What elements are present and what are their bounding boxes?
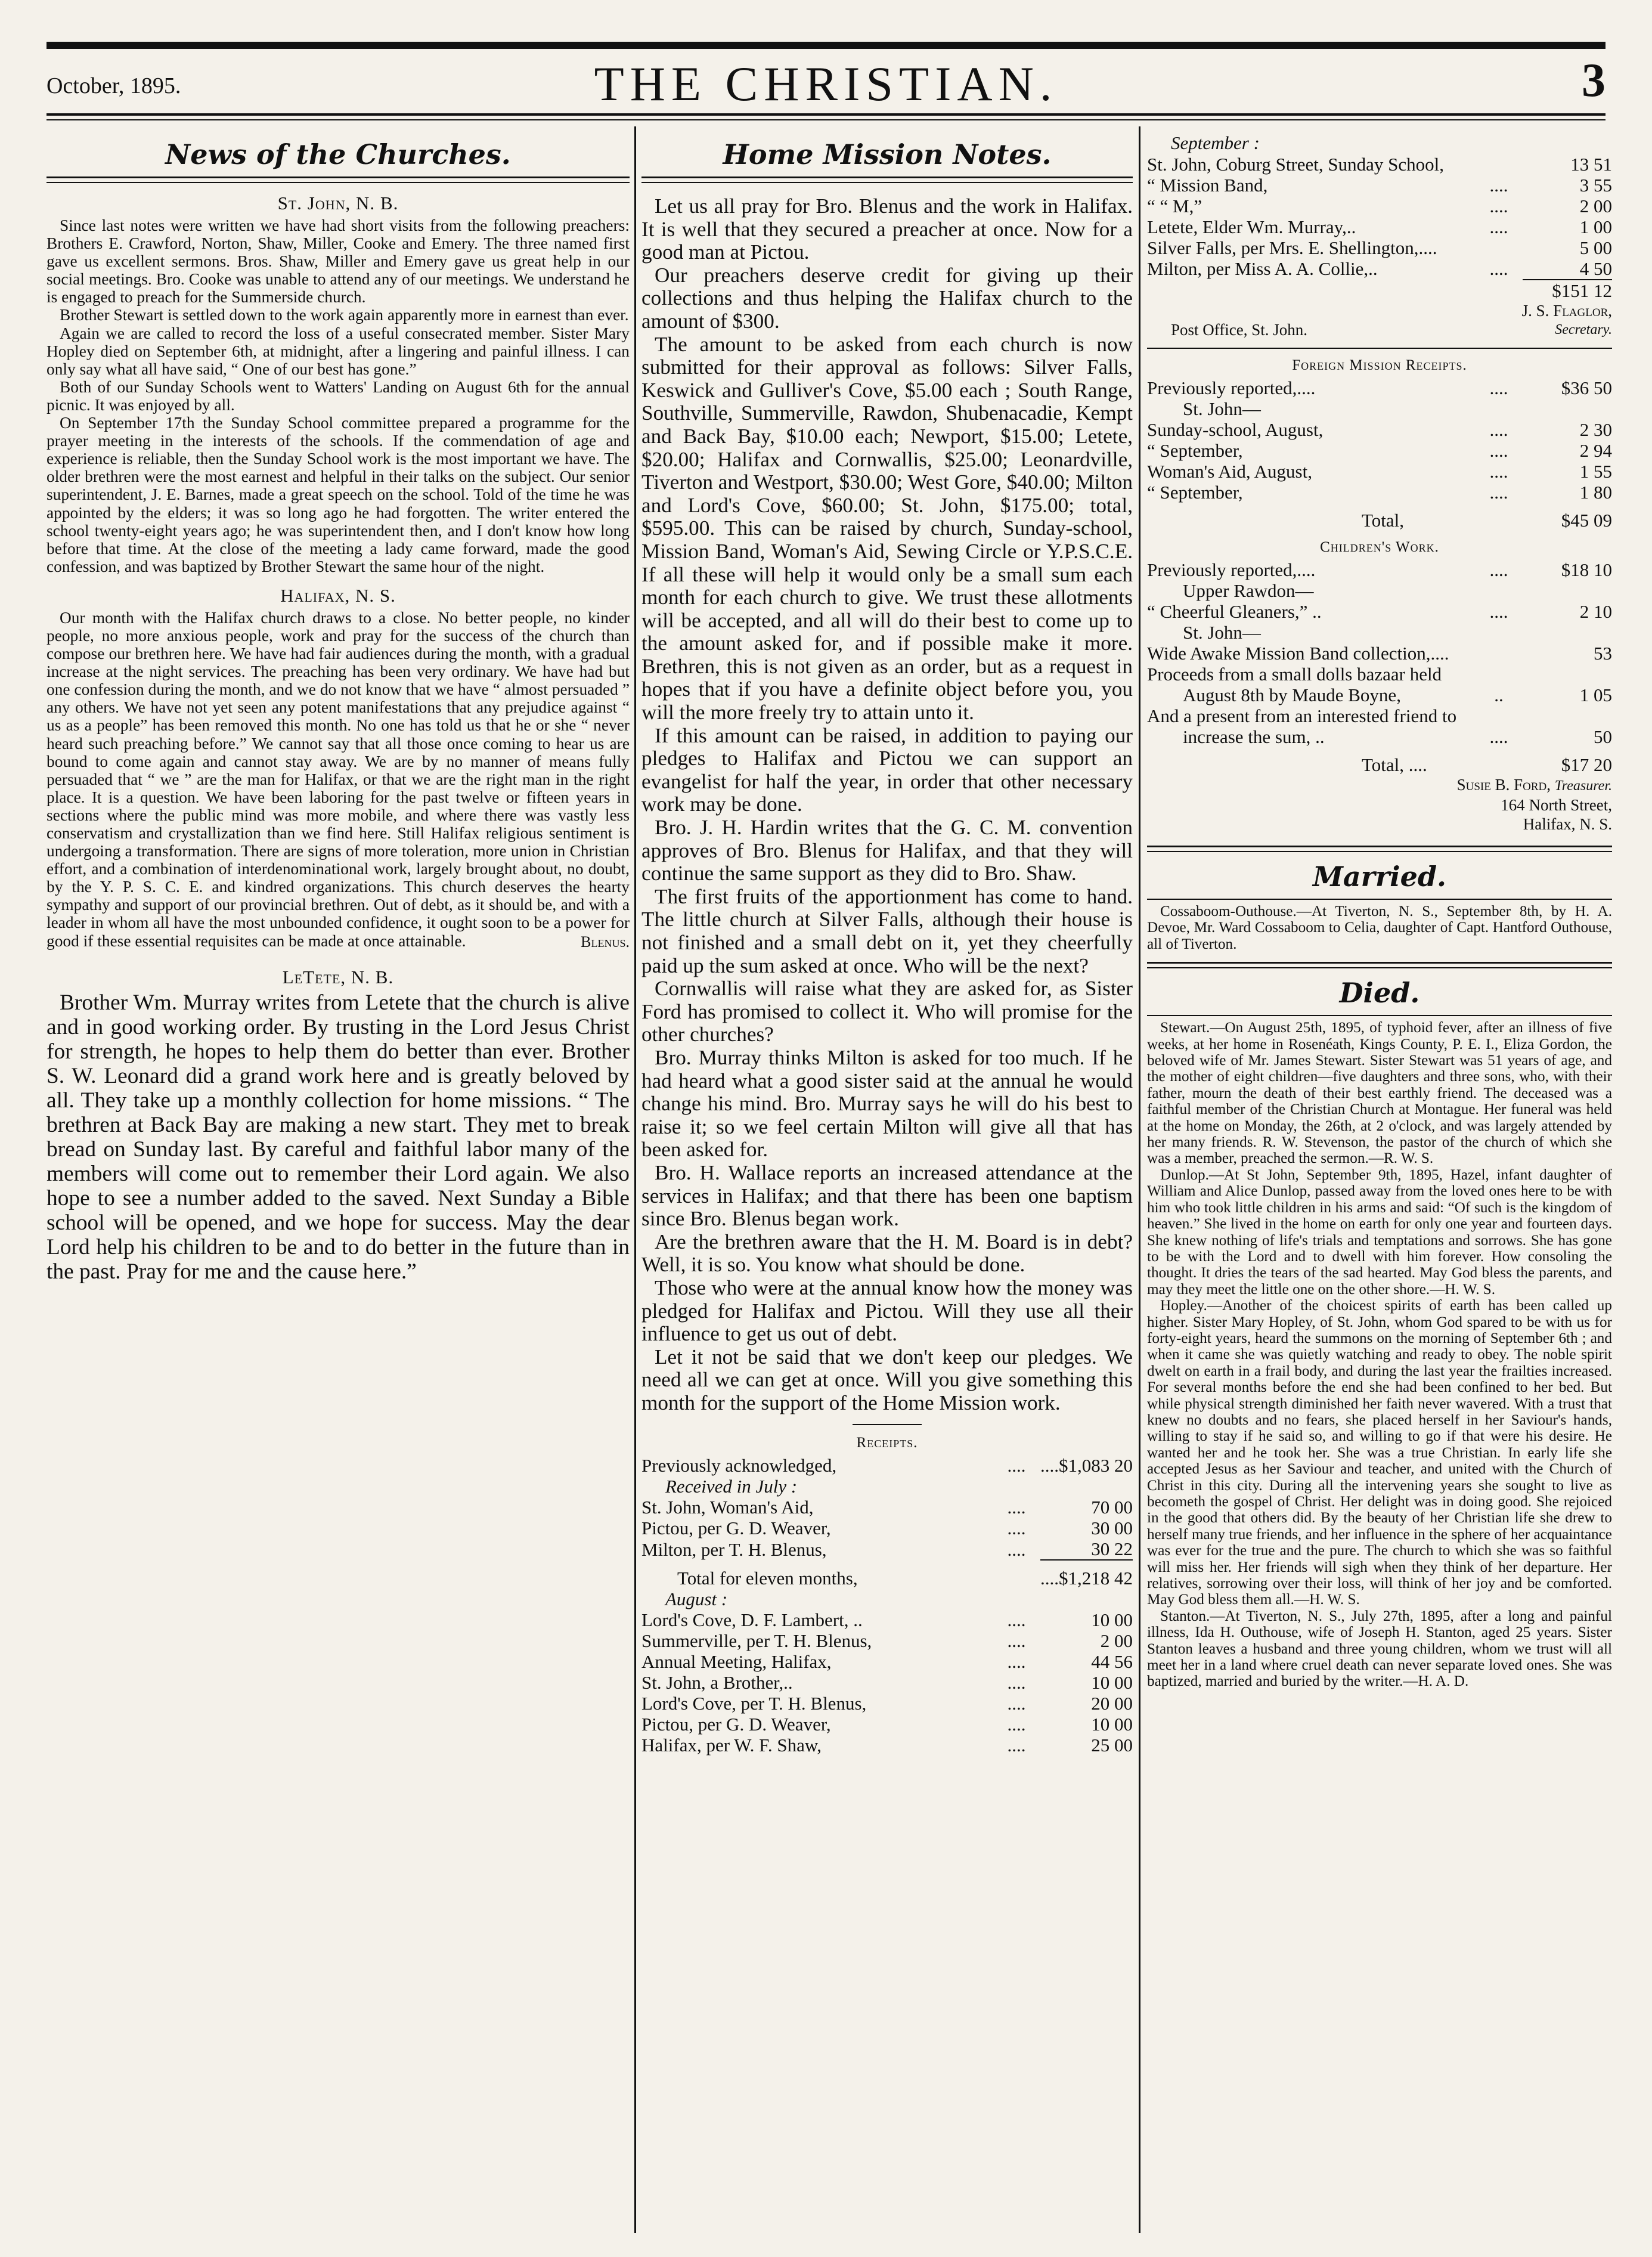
ledger-amount: 20 00	[1091, 1693, 1133, 1714]
ledger-label: increase the sum, ..	[1183, 726, 1325, 747]
home-mission-body	[641, 195, 1133, 1414]
secretary-name: J. S. Flaglor,	[1521, 302, 1612, 320]
paragraph: Both of our Sunday Schools went to Watters' Landing on August 6th for the annual picnic. It was enjoyed by all.	[47, 377, 630, 414]
ledger-label: Letete, Elder Wm. Murray,..	[1147, 216, 1356, 237]
married-heading: Married.	[1312, 860, 1447, 893]
ledger-row	[641, 1609, 1133, 1630]
ledger-amount: 50	[1594, 726, 1612, 747]
masthead	[47, 50, 1605, 110]
top-thick-rule	[47, 42, 1605, 49]
ledger-row	[641, 1455, 1133, 1476]
ledger-leader-dots	[1475, 237, 1523, 258]
ledger-label: Annual Meeting, Halifax,	[641, 1651, 832, 1673]
ledger-amount: 53	[1594, 643, 1612, 664]
ledger-label: “ Cheerful Gleaners,” ..	[1147, 601, 1322, 622]
column-divider-1	[634, 126, 636, 2233]
section-rule	[1147, 1015, 1612, 1016]
ledger-row	[1147, 685, 1612, 705]
halifax-subheading: Halifax, N. S.	[280, 584, 396, 606]
children-total: $17 20	[1561, 754, 1612, 775]
ledger-leader-dots: ....	[1489, 377, 1508, 398]
letete-subheading: LeTete, N. B.	[282, 966, 394, 987]
ledger-label: Previously reported,....	[1147, 377, 1316, 398]
ledger-label: St. John, a Brother,..	[641, 1672, 793, 1693]
paragraph: The amount to be asked from each church is now submitted for their approval as follows: Silver Falls, Keswick and Gulliver's Cove, $5.00 each ; South Range, Southville, Summerville, Rawdon, Shubenacadie, Kempt and Back Bay, $10.00 each; Newport, $15.00; Letete, $20.00; Halifax and Cornwallis, $25.00; Leonardville, Tiverton and Westport, $30.00; West Gore, $40.00; Milton and Lord's Cove, $60.00; St. John, $175.00; total, $595.00. This can be raised by church, Sunday-school, Mission Band, Woman's Aid, Sewing Circle or Y.P.S.C.E. If all these will help it would only be a small sum each month for each church to give. We trust these allotments will be accepted, and all will do their best to come up to the amount asked for, and if possible make it more. Brethren, this is not given as an order, but as a request in hopes that if you have a definite object before you, you will the more freely try to attain unto it.	[641, 332, 1133, 725]
ledger-label: August 8th by Maude Boyne,	[1183, 685, 1401, 705]
treasurer-address-2: Halifax, N. S.	[1523, 815, 1612, 833]
secretary-role: Secretary.	[1555, 322, 1612, 338]
ledger-label: “ September,	[1147, 440, 1243, 461]
paragraph: Let us all pray for Bro. Blenus and the work in Halifax. It is well that they secured a preacher at once. Now for a good man at Pictou.	[641, 194, 1133, 264]
receipts-heading: Receipts.	[856, 1435, 918, 1451]
foreign-total-row	[1147, 503, 1612, 531]
ledger-label: “ Mission Band,	[1147, 175, 1268, 196]
ledger-label: St. John, Coburg Street, Sunday School,	[1147, 154, 1445, 175]
post-office: Post Office, St. John.	[1171, 321, 1308, 339]
ledger-amount	[1040, 1589, 1133, 1609]
ledger-leader-dots	[1475, 705, 1523, 726]
ledger-amount: 2 00	[1579, 196, 1612, 216]
ledger-label: Wide Awake Mission Band collection,....	[1147, 643, 1449, 664]
ledger-leader-dots: ....	[1489, 196, 1508, 216]
ledger-leader-dots	[1475, 398, 1523, 419]
ledger-label: “ “ M,”	[1147, 196, 1202, 216]
paragraph: If this amount can be raised, in addition to paying our pledges to Halifax and Pictou we can support an evangelist for half the year, in order that other necessary work may be done.	[641, 723, 1133, 816]
ledger-row	[1147, 664, 1612, 685]
ledger-amount	[1523, 622, 1612, 643]
ledger-row	[1147, 705, 1612, 726]
ledger-leader-dots: ....	[1489, 559, 1508, 580]
ledger-amount: 25 00	[1091, 1735, 1133, 1756]
treasurer-name: Susie B. Ford,	[1456, 776, 1551, 794]
ledger-amount: 1 00	[1579, 216, 1612, 237]
ledger-row	[1147, 726, 1612, 747]
ledger-row	[1147, 580, 1612, 601]
ledger-row	[641, 1693, 1133, 1714]
section-rule	[1147, 962, 1612, 968]
ledger-amount: 10 00	[1091, 1609, 1133, 1631]
september-total-row	[1147, 279, 1612, 301]
ledger-leader-dots	[1475, 664, 1523, 685]
ledger-amount	[1523, 664, 1612, 685]
died-notices	[1147, 1020, 1612, 1690]
news-heading: News of the Churches.	[165, 138, 511, 171]
st-john-subheading: St. John, N. B.	[277, 193, 399, 213]
ledger-leader-dots: ....	[1489, 175, 1508, 196]
ledger-label: St. John—	[1183, 398, 1261, 419]
ledger-leader-dots	[1475, 580, 1523, 601]
ledger-row	[641, 1518, 1133, 1538]
section-rule	[853, 1424, 921, 1425]
ledger-amount: $18 10	[1561, 559, 1612, 580]
ledger-row	[1147, 622, 1612, 643]
secretary-signature	[1147, 301, 1612, 339]
ledger-row	[641, 1714, 1133, 1735]
ledger-amount: 30 00	[1091, 1518, 1133, 1539]
ledger-row	[1147, 154, 1612, 175]
ledger-leader-dots: ....	[1489, 601, 1508, 622]
ledger-label: Previously reported,....	[1147, 559, 1316, 580]
paragraph: Stanton.—At Tiverton, N. S., July 27th, 1895, after a long and painful illness, Ida H. Outhouse, wife of Joseph H. Stanton, aged 25 years. Sister Stanton leaves a husband and three young children, whom we trust will all meet her in a land where cruel death can never separate loved ones. She was baptized, married and buried by the writer.—H. A. D.	[1147, 1608, 1612, 1690]
ledger-row	[641, 1476, 1133, 1497]
ledger-leader-dots: ....	[1007, 1672, 1026, 1693]
paragraph: Hopley.—Another of the choicest spirits of earth has been called up higher. Sister Mary Hopley, of St. John, whom God spared to be with us for forty-eight years, heard the summons on the morning of September 6th ; and when it came she was quietly watching and ready to obey. The noble spirit dwelt on earth in a frail body, and during the last year the frailties increased. For several months before the end she had been confined to her bed. But while physical strength diminished her faith never wavered. With a trust that knew no doubts and no fears, she placed herself in her Saviour's hands, willing to stay if he said so, and willing to go if that were his desire. He wanted her and he took her. She was a true Christian. In early life she accepted Jesus as her Saviour and teacher, and united with the Church of Christ in this city. During all the intervening years she sought to live as becometh the gospel of Christ. Her delight was in doing good. She rejoiced in the good that others did. By the beauty of her Christian life she drew to herself many true friends, and her influence in the sphere of her acquaintance was ever for the true and the pure. The church to which she was so faithful will miss her. Her friends will sigh when they think of her departure. Her relatives, sorrowing over their loss, will think of her joy and be comforted. May God bless them all.—H. W. S.	[1147, 1298, 1612, 1608]
paragraph: Are the brethren aware that the H. M. Board is in debt? Well, it is so. You know what should be done.	[641, 1230, 1133, 1277]
ledger-leader-dots	[1475, 154, 1523, 175]
ledger-row	[641, 1735, 1133, 1756]
ledger-leader-dots: ....	[1489, 440, 1508, 461]
children-work-table	[1147, 559, 1612, 747]
paragraph: Since last notes were written we have had short visits from the following preachers: Brothers E. Crawford, Norton, Shaw, Miller, Cooke and Emery. The three named first gave us excellent sermons. Bros. Shaw, Miller and Emery gave us great help in our social meetings. Bro. Cooke was unable to attend any of our meetings. We understand he is engaged to preach for the Summerside church.	[47, 216, 630, 306]
ledger-row	[1147, 643, 1612, 664]
foreign-receipts-table	[1147, 377, 1612, 503]
ledger-amount: 3 55	[1579, 175, 1612, 196]
paragraph: Cornwallis will raise what they are asked for, as Sister Ford has promised to collect it. Who will promise for the other churches?	[641, 977, 1133, 1047]
ledger-amount: 2 10	[1579, 601, 1612, 622]
ledger-amount: 2 00	[1100, 1630, 1133, 1652]
letete-body	[47, 990, 630, 1284]
column-news	[47, 132, 630, 2233]
ledger-row	[1147, 258, 1612, 279]
ledger-row	[641, 1651, 1133, 1672]
ledger-amount: 1 55	[1579, 461, 1612, 482]
ledger-row	[1147, 237, 1612, 258]
ledger-amount: 13 51	[1570, 154, 1612, 175]
ledger-leader-dots: ....	[1007, 1455, 1026, 1476]
paragraph: On September 17th the Sunday School committee prepared a programme for the prayer meeting in the interests of the schools. If the commendation of age and experience is reliable, then the Sunday School work is the most important we have. The older brethren were the most earnest and helpful in their talks on the subject. Our senior superintendent, J. E. Barnes, made a great speech on the school. Told of the time he was appointed by the elders; it was so long ago he had forgotten. The writer entered the school twenty-eight years ago; he was superintendent then, and I don't know how long before that time. At the close of the meeting a lady came forward, made the good confession, and was baptized by Brother Stewart the same hour of the night.	[47, 414, 630, 575]
heading-rule	[641, 177, 1133, 183]
paragraph: Let it not be said that we don't keep our pledges. We need all we can get at once. Will you give something this month for the support of the Home Mission work.	[641, 1345, 1133, 1414]
receipts-table	[641, 1455, 1133, 1756]
ledger-leader-dots: ....	[1489, 461, 1508, 482]
paragraph: Brother Stewart is settled down to the work again apparently more in earnest than ever.	[60, 306, 629, 324]
ledger-leader-dots: ....	[1007, 1539, 1026, 1561]
ledger-amount: ....$1,083 20	[1040, 1455, 1133, 1476]
ledger-leader-dots: ....	[1007, 1630, 1026, 1652]
ledger-leader-dots: ....	[1489, 482, 1508, 503]
ledger-label: August :	[665, 1589, 728, 1610]
ledger-label: Upper Rawdon—	[1183, 580, 1314, 601]
ledger-amount: 1 05	[1579, 685, 1612, 705]
column-divider-2	[1139, 126, 1140, 2233]
ledger-label: Sunday-school, August,	[1147, 419, 1324, 440]
ledger-amount	[1523, 398, 1612, 419]
september-total: $151 12	[1523, 280, 1612, 301]
children-total-label: Total, ....	[1362, 754, 1427, 775]
ledger-label: St. John—	[1183, 622, 1261, 643]
foreign-total: $45 09	[1561, 510, 1612, 531]
ledger-label: Pictou, per G. D. Weaver,	[641, 1518, 831, 1539]
paragraph: Those who were at the annual know how the money was pledged for Halifax and Pictou. Will they use all their influence to get us out of debt.	[641, 1275, 1133, 1346]
halifax-signature: Blenus.	[581, 933, 630, 951]
ledger-leader-dots: ....	[1489, 258, 1508, 279]
ledger-label: St. John, Woman's Aid,	[641, 1497, 814, 1518]
ledger-row	[1147, 601, 1612, 622]
masthead-rule	[47, 113, 1605, 116]
ledger-row	[641, 1672, 1133, 1693]
paragraph: Bro. Murray thinks Milton is asked for too much. If he had heard what a good sister said at the annual he would change his mind. Bro. Murray says he will do his best to raise it; so we feel certain Milton will give all that has been asked for.	[641, 1045, 1133, 1162]
ledger-amount: 10 00	[1091, 1672, 1133, 1693]
ledger-leader-dots: ....	[1007, 1609, 1026, 1631]
paragraph: Stewart.—On August 25th, 1895, of typhoid fever, after an illness of five weeks, at her home in Rosenéath, Kings County, P. E. I., Eliza Gordon, the beloved wife of Mr. James Stewart. Sister Stewart was 51 years of age, and the mother of eight children—five daughters and three sons, who, with their father, mourn the death of their best earthly friend. The deceased was a faithful member of the Christian Church at Montague. Her funeral was held at the home on Monday, the 26th, at 2 o'clock, and was largely attended by her many friends. R. W. Stevenson, the pastor of the church of which she was a member, preached the sermon.—R. W. S.	[1147, 1020, 1612, 1167]
ledger-label: Received in July :	[665, 1476, 798, 1497]
ledger-row	[641, 1497, 1133, 1518]
ledger-leader-dots: ..	[1494, 685, 1504, 705]
paragraph: Again we are called to record the loss of a useful consecrated member. Sister Mary Hopley died on September 6th, at midnight, after a lingering and painful illness. I can only say what all have said, “ One of our best has gone.”	[47, 324, 630, 378]
section-rule	[1147, 846, 1612, 852]
ledger-amount	[1523, 705, 1612, 726]
ledger-row	[1147, 377, 1612, 398]
paragraph: Bro. J. H. Hardin writes that the G. C. M. convention approves of Bro. Blenus for Halifax, and that they will continue the same support as they did to Bro. Shaw.	[641, 816, 1133, 886]
ledger-amount	[1523, 580, 1612, 601]
ledger-leader-dots	[1475, 643, 1523, 664]
st-john-body	[47, 216, 630, 575]
newspaper-title: THE CHRISTIAN.	[594, 57, 1058, 111]
paragraph: Bro. H. Wallace reports an increased attendance at the services in Halifax; and that there has been one baptism since Bro. Blenus began work.	[641, 1160, 1133, 1231]
children-total-row	[1147, 747, 1612, 775]
children-heading: Children's Work.	[1320, 539, 1439, 555]
ledger-amount	[1040, 1476, 1133, 1497]
paragraph: The first fruits of the apportionment has come to hand. The little church at Silver Falls, although their house is not finished and a small debt on it, yet they cheerfully paid up the sum asked at once. Who will be the next?	[641, 884, 1133, 977]
paragraph: Dunlop.—At St John, September 9th, 1895, Hazel, infant daughter of William and Alice Dunlop, passed away from the loved ones here to be with him who took little children in his arms and said: “Of such is the kingdom of heaven.” She lived in the home on earth for only one year and fourteen days. She knew nothing of life's trials and temptations and sorrows. She has gone to be with the Lord and to dwell with him forever. How consoling the thought. It dries the tears of the sad hearted. May God bless the parents, and may they meet the little one on the other shore.—H. W. S.	[1147, 1166, 1612, 1298]
ledger-amount: 2 94	[1579, 440, 1612, 461]
ledger-label: Milton, per T. H. Blenus,	[641, 1539, 827, 1561]
ledger-leader-dots: ....	[1007, 1518, 1026, 1539]
column-home-mission	[641, 132, 1133, 2233]
ledger-label: Lord's Cove, per T. H. Blenus,	[641, 1693, 867, 1714]
foreign-heading: Foreign Mission Receipts.	[1292, 357, 1467, 373]
section-rule	[1147, 899, 1612, 900]
ledger-label: Silver Falls, per Mrs. E. Shellington,....	[1147, 237, 1437, 258]
married-notice	[1147, 903, 1612, 952]
ledger-row	[1147, 482, 1612, 503]
ledger-leader-dots: ....	[1007, 1497, 1026, 1518]
ledger-label: Summerville, per T. H. Blenus,	[641, 1630, 872, 1652]
ledger-label: Previously acknowledged,	[641, 1455, 837, 1476]
masthead-rule-thin	[47, 119, 1605, 120]
september-heading: September :	[1171, 132, 1260, 153]
section-rule	[1147, 348, 1612, 349]
issue-date: October, 1895.	[47, 73, 181, 98]
ledger-label: Woman's Aid, August,	[1147, 461, 1312, 482]
died-heading: Died.	[1339, 977, 1420, 1010]
ledger-row	[1147, 559, 1612, 580]
ledger-row	[1147, 216, 1612, 237]
ledger-row	[1147, 461, 1612, 482]
ledger-amount: 4 50	[1579, 258, 1612, 279]
ledger-leader-dots: ....	[1489, 419, 1508, 440]
treasurer-address-1: 164 North Street,	[1501, 796, 1612, 814]
page-number: 3	[1582, 54, 1605, 107]
treasurer-signature	[1147, 775, 1612, 834]
ledger-amount: ....$1,218 42	[1040, 1560, 1133, 1589]
ledger-amount: 44 56	[1091, 1651, 1133, 1673]
halifax-body	[47, 609, 630, 950]
ledger-leader-dots: ....	[1489, 726, 1508, 747]
paragraph: Cossaboom-Outhouse.—At Tiverton, N. S., September 8th, by H. A. Devoe, Mr. Ward Cossaboom to Celia, daughter of Capt. Hantford Outhouse, all of Tiverton.	[1147, 903, 1612, 952]
ledger-row	[641, 1630, 1133, 1651]
ledger-leader-dots	[993, 1560, 1040, 1589]
paragraph: Our month with the Halifax church draws to a close. No better people, no kinder people, no more anxious people, work and pray for the success of the church than compose our brethren here. We have had fair audiences during the month, with a gradual increase at the night services. The preaching has been very ordinary. We have had but one confession during the month, and we do not know that we have “ almost persuaded ” any others. We have not yet seen any potent manifestations that any prejudice against “ us as a people” has been removed this month. No one has told us that he or she “ never heard such preaching before.” We cannot say that all those once coming to hear us are bound to come again and cannot stay away. We are by no manner of means fully persuaded that “ we ” are the man for Halifax, or that we are the right man in the right place. It is a question. We have been laboring for the past twelve or fifteen years in sections where the public mind was more mobile, and where there was vastly less conservatism and crystallization than we find here. Still Halifax religious sentiment is undergoing a transformation. There are signs of more toleration, more union in Christian effort, and a combination of interdenominational work, largely brought about, no doubt, by the Y. P. S. C. E. and kindred organizations. This church deserves the hearty sympathy and support of our provincial brethren. Out of debt, as it should be, and with a leader in whom all have the most unbounded confidence, it ought soon to be a power for good if these essential requisites can be made at once attainable.	[47, 608, 630, 950]
ledger-leader-dots	[993, 1589, 1040, 1609]
ledger-leader-dots: ....	[1007, 1693, 1026, 1714]
ledger-amount: $36 50	[1561, 377, 1612, 398]
paragraph: Our preachers deserve credit for giving up their collections and thus helping the Halifax church to the amount of $300.	[641, 263, 1133, 333]
ledger-row	[1147, 175, 1612, 196]
ledger-label: Milton, per Miss A. A. Collie,..	[1147, 258, 1378, 279]
column-receipts-notices	[1147, 132, 1612, 2233]
ledger-label: Halifax, per W. F. Shaw,	[641, 1735, 822, 1756]
ledger-row	[641, 1560, 1133, 1589]
ledger-leader-dots	[993, 1476, 1040, 1497]
treasurer-role: Treasurer.	[1554, 778, 1612, 794]
ledger-label: Lord's Cove, D. F. Lambert, ..	[641, 1609, 863, 1631]
ledger-label: Pictou, per G. D. Weaver,	[641, 1714, 831, 1735]
ledger-row	[1147, 398, 1612, 419]
ledger-amount: 70 00	[1091, 1497, 1133, 1518]
ledger-leader-dots: ....	[1007, 1735, 1026, 1756]
ledger-row	[641, 1589, 1133, 1609]
home-mission-heading: Home Mission Notes.	[723, 138, 1052, 171]
ledger-row	[1147, 196, 1612, 216]
ledger-amount: 30 22	[1091, 1538, 1133, 1560]
paragraph: Brother Wm. Murray writes from Letete that the church is alive and in good working order. By trusting in the Lord Jesus Christ for strength, he hopes to help them do better than ever. Brother S. W. Leonard did a grand work here and is greatly beloved by all. They take up a monthly collection for home missions. “ The brethren at Back Bay are making a new start. They met to break bread on Sunday last. By careful and faithful labor many of the members will come out to remember their Lord again. We also hope to see a number added to the saved. Next Sunday a Bible school will be opened, and we hope for success. May the dear Lord help his children to be and to do better in the future than in the past. Pray for me and the cause here.”	[47, 990, 630, 1284]
ledger-row	[1147, 419, 1612, 440]
ledger-label: Total for eleven months,	[677, 1568, 858, 1589]
ledger-amount: 5 00	[1579, 237, 1612, 258]
ledger-leader-dots	[1475, 622, 1523, 643]
ledger-leader-dots: ....	[1007, 1651, 1026, 1673]
ledger-amount: 10 00	[1091, 1714, 1133, 1735]
september-receipts-table	[1147, 154, 1612, 279]
ledger-label: Proceeds from a small dolls bazaar held	[1147, 664, 1442, 685]
ledger-amount: 2 30	[1579, 419, 1612, 440]
ledger-row	[641, 1538, 1133, 1560]
ledger-leader-dots: ....	[1007, 1714, 1026, 1735]
ledger-label: “ September,	[1147, 482, 1243, 503]
foreign-total-label: Total,	[1362, 510, 1405, 531]
ledger-row	[1147, 440, 1612, 461]
ledger-amount: 1 80	[1579, 482, 1612, 503]
heading-rule	[47, 177, 630, 183]
ledger-label: And a present from an interested friend to	[1147, 705, 1457, 726]
ledger-leader-dots: ....	[1489, 216, 1508, 237]
